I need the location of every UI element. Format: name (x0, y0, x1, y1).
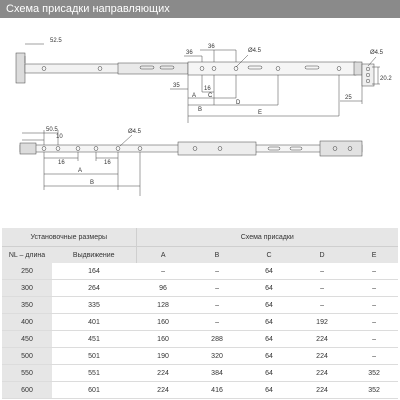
cell-ext: 335 (52, 297, 136, 314)
dim-label-b: B (198, 107, 203, 113)
dim-16-right: 16 (104, 160, 111, 166)
cell-nl: 350 (2, 297, 52, 314)
table-row (2, 297, 398, 314)
cell-c: 64 (244, 331, 294, 348)
dim-label-d: D (236, 100, 241, 106)
cell-c: 64 (244, 348, 294, 365)
dim-label-e: E (258, 110, 263, 116)
col-b: B (190, 247, 244, 264)
table-group-header (2, 228, 398, 247)
spec-table (2, 228, 398, 399)
cell-d: 224 (294, 331, 350, 348)
dim-hole-bottom: Ø4.5 (128, 129, 142, 135)
cell-d: 224 (294, 365, 350, 382)
cell-e: – (350, 297, 398, 314)
cell-c: 64 (244, 314, 294, 331)
top-slide-cover (118, 63, 188, 74)
table-row (2, 348, 398, 365)
table-row (2, 263, 398, 280)
cell-a: 224 (136, 365, 190, 382)
bottom-front-bracket (20, 143, 36, 154)
cell-b: 416 (190, 382, 244, 399)
dim-label-b-bottom: B (90, 180, 95, 186)
title-bar (0, 0, 400, 18)
col-c: C (244, 247, 294, 264)
cell-a: 160 (136, 331, 190, 348)
col-extension: Выдвижение (52, 247, 136, 264)
table-row (2, 382, 398, 399)
cell-d: 224 (294, 382, 350, 399)
cell-b: – (190, 263, 244, 280)
cell-e: – (350, 331, 398, 348)
dim-hole-right: Ø4.5 (370, 50, 384, 56)
cell-e: – (350, 348, 398, 365)
table-row (2, 314, 398, 331)
cell-nl: 550 (2, 365, 52, 382)
dim-label-a-bottom: A (78, 168, 83, 174)
dim-35: 35 (173, 83, 180, 89)
cell-a: 224 (136, 382, 190, 399)
top-slide-outer (188, 62, 356, 75)
front-bracket (16, 53, 25, 83)
cell-ext: 551 (52, 365, 136, 382)
cell-ext: 501 (52, 348, 136, 365)
cell-nl: 500 (2, 348, 52, 365)
cell-d: 224 (294, 348, 350, 365)
cell-ext: 451 (52, 331, 136, 348)
dim-36-a: 36 (186, 50, 193, 56)
cell-a: 160 (136, 314, 190, 331)
bottom-rear-bracket (320, 141, 362, 156)
dim-hole-top: Ø4.5 (248, 48, 262, 54)
cell-b: 320 (190, 348, 244, 365)
cell-c: 64 (244, 263, 294, 280)
cell-e: 352 (350, 365, 398, 382)
table-column-header (2, 247, 398, 264)
col-e: E (350, 247, 398, 264)
cell-d: – (294, 280, 350, 297)
cell-ext: 401 (52, 314, 136, 331)
drilling-diagram (0, 18, 400, 223)
cell-e: – (350, 280, 398, 297)
cell-ext: 164 (52, 263, 136, 280)
group-scheme: Схема присадки (136, 228, 398, 247)
col-length: NL – длина (2, 247, 52, 264)
dim-label-a: A (192, 93, 197, 99)
cell-a: 128 (136, 297, 190, 314)
cell-nl: 450 (2, 331, 52, 348)
cell-e: 352 (350, 382, 398, 399)
cell-c: 64 (244, 365, 294, 382)
bottom-slide-cover (178, 142, 256, 155)
cell-e: – (350, 314, 398, 331)
dim-50-5: 50.5 (46, 127, 58, 133)
dim-25: 25 (345, 95, 352, 101)
dim-52-5: 52.5 (50, 38, 62, 44)
cell-b: 288 (190, 331, 244, 348)
dim-label-c: C (208, 93, 213, 99)
cell-d: – (294, 297, 350, 314)
cell-d: – (294, 263, 350, 280)
table-row (2, 280, 398, 297)
cell-a: 96 (136, 280, 190, 297)
dim-16-left: 16 (58, 160, 65, 166)
table-row (2, 365, 398, 382)
rear-bracket (354, 62, 362, 75)
cell-nl: 600 (2, 382, 52, 399)
dim-20-2: 20.2 (380, 76, 392, 82)
cell-b: 384 (190, 365, 244, 382)
cell-a: – (136, 263, 190, 280)
cell-nl: 400 (2, 314, 52, 331)
cell-d: 192 (294, 314, 350, 331)
dim-16: 16 (204, 86, 211, 92)
cell-c: 64 (244, 382, 294, 399)
cell-ext: 264 (52, 280, 136, 297)
cell-c: 64 (244, 280, 294, 297)
cell-ext: 601 (52, 382, 136, 399)
cell-nl: 300 (2, 280, 52, 297)
table-row (2, 331, 398, 348)
cell-e: – (350, 263, 398, 280)
col-a: A (136, 247, 190, 264)
col-d: D (294, 247, 350, 264)
cell-nl: 250 (2, 263, 52, 280)
cell-b: – (190, 314, 244, 331)
cell-c: 64 (244, 297, 294, 314)
dim-36-b: 36 (208, 44, 215, 50)
cell-b: – (190, 280, 244, 297)
cell-a: 190 (136, 348, 190, 365)
dim-10: 10 (56, 134, 63, 140)
cell-b: – (190, 297, 244, 314)
group-installation: Установочные размеры (2, 228, 136, 247)
page-title: Схема присадки направляющих (6, 3, 170, 15)
